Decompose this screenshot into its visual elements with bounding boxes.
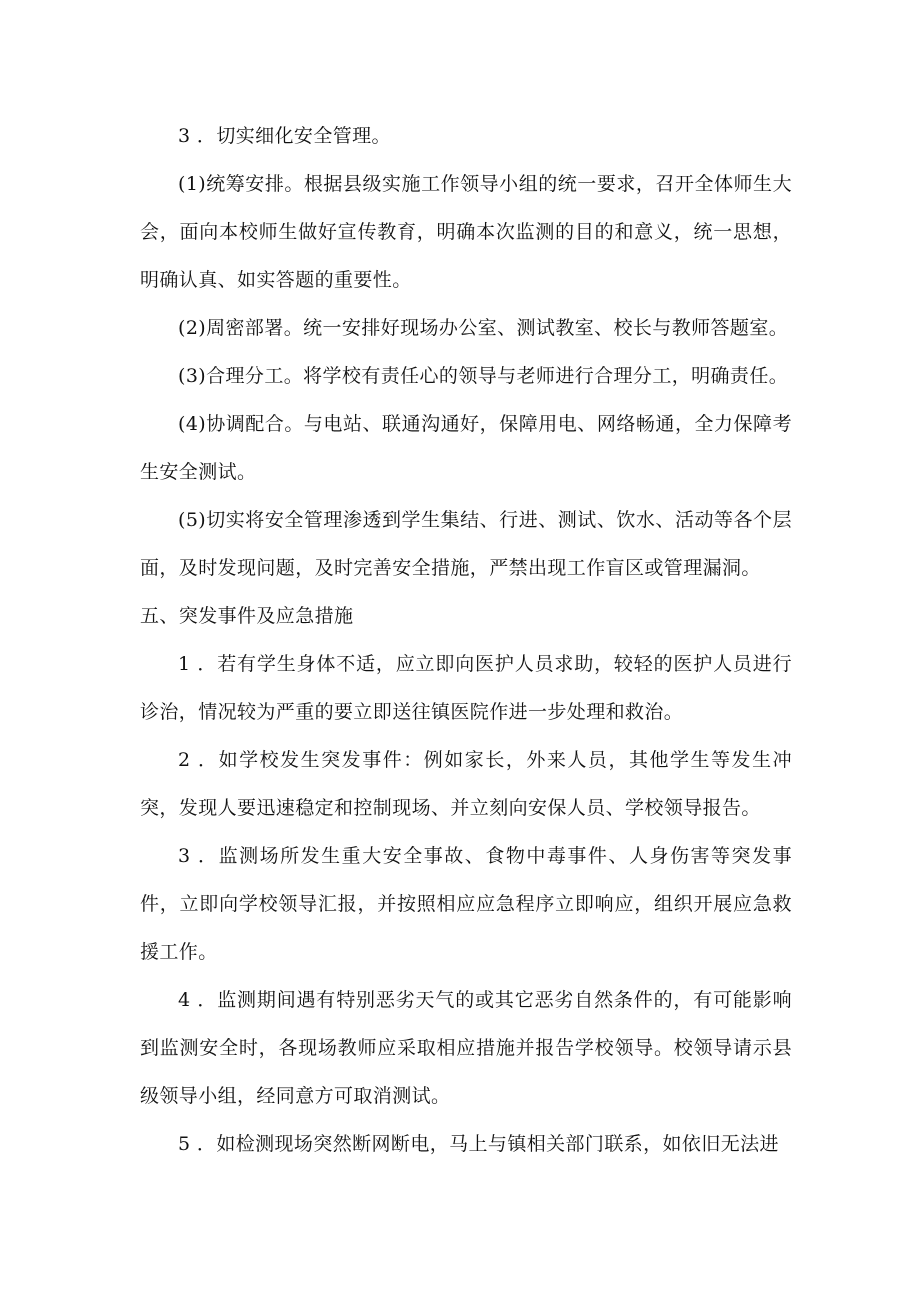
paragraph-safety-penetration: (5)切实将安全管理渗透到学生集结、行进、测试、饮水、活动等各个层面，及时发现问题，及时完善安全措施，严禁出现工作盲区或管理漏洞。: [140, 509, 792, 579]
section-heading-emergency-measures: 五、突发事件及应急措施: [140, 605, 354, 627]
paragraph-reasonable-division: (3)合理分工。将学校有责任心的领导与老师进行合理分工，明确责任。: [178, 365, 789, 387]
paragraph-coordination: (4)协调配合。与电站、联通沟通好，保障用电、网络畅通，全力保障考生安全测试。: [140, 413, 792, 483]
paragraph-safety-management-heading: 3 ．切实细化安全管理。: [178, 125, 391, 147]
paragraph-student-unwell: 1 ．若有学生身体不适，应立即向医护人员求助，较轻的医护人员进行诊治，情况较为严重的要立即送往镇医院作进一步处理和救治。: [140, 653, 792, 723]
paragraph-power-network-outage: 5 ．如检测现场突然断网断电，马上与镇相关部门联系，如依旧无法进: [178, 1133, 779, 1155]
document-body: [140, 112, 792, 1168]
paragraph-careful-deployment: (2)周密部署。统一安排好现场办公室、测试教室、校长与教师答题室。: [178, 317, 789, 339]
paragraph-sudden-incident: 2 ．如学校发生突发事件：例如家长，外来人员，其他学生等发生冲突，发现人要迅速稳定和控制现场、并立刻向安保人员、学校领导报告。: [140, 749, 792, 819]
paragraph-overall-arrangement: (1)统筹安排。根据县级实施工作领导小组的统一要求，召开全体师生大会，面向本校师生做好宣传教育，明确本次监测的目的和意义，统一思想，明确认真、如实答题的重要性。: [140, 173, 792, 291]
paragraph-major-accident: 3 ．监测场所发生重大安全事故、食物中毒事件、人身伤害等突发事件，立即向学校领导汇报，并按照相应应急程序立即响应，组织开展应急救援工作。: [140, 845, 792, 963]
paragraph-bad-weather: 4 ．监测期间遇有特别恶劣天气的或其它恶劣自然条件的，有可能影响到监测安全时，各现场教师应采取相应措施并报告学校领导。校领导请示县级领导小组，经同意方可取消测试。: [140, 989, 792, 1107]
